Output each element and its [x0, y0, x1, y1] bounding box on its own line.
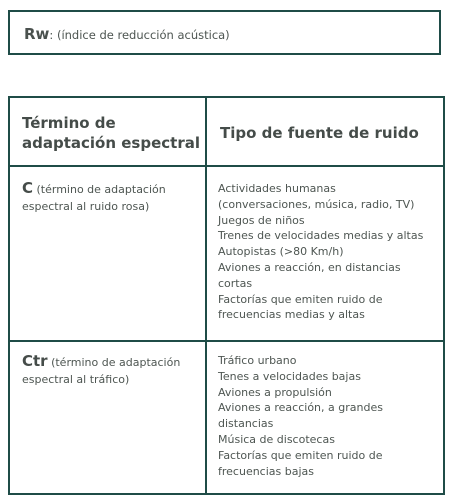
list-item: distancias [218, 417, 274, 431]
column-divider [205, 98, 207, 493]
term-description: (término de adaptación espectral al ruido rosa) [22, 183, 166, 213]
row-divider [10, 340, 443, 342]
list-item: Factorías que emiten ruido de [218, 292, 383, 306]
list-item: Aviones a propulsión [218, 385, 332, 399]
list-item: Tráfico urbano [218, 354, 297, 367]
term-symbol: Ctr [22, 352, 48, 370]
list-item: Autopistas (>80 Km/h) [218, 245, 344, 259]
list-item: Juegos de niños [218, 213, 305, 227]
source-list [218, 181, 440, 323]
table-row-term [22, 180, 202, 215]
list-item: (conversaciones, música, radio, TV) [218, 197, 415, 211]
header-divider [10, 165, 443, 167]
list-item: Factorías que emiten ruido de [218, 448, 383, 462]
list-item: Trenes de velocidades medias y altas [218, 229, 424, 243]
list-item: frecuencias medias y altas [218, 308, 365, 322]
rw-definition [24, 27, 230, 42]
source-list [218, 353, 440, 479]
list-item: cortas [218, 276, 253, 290]
term-description: (término de adaptación espectral al tráfico) [22, 356, 181, 386]
list-item: Música de discotecas [218, 432, 335, 446]
rw-definition-box [8, 10, 441, 55]
table-row-term [22, 353, 202, 388]
term-symbol: C [22, 179, 34, 197]
list-item: Tenes a velocidades bajas [218, 369, 361, 383]
list-item: frecuencias bajas [218, 464, 315, 478]
rw-term: Rw [24, 25, 50, 43]
rw-description: : (índice de reducción acústica) [49, 28, 230, 42]
header-term: Término de adaptación espectral [22, 114, 200, 152]
header-source: Tipo de fuente de ruido [220, 124, 419, 142]
spectral-adaptation-table [8, 96, 445, 495]
list-item: Aviones a reacción, a grandes [218, 401, 383, 415]
list-item: Aviones a reacción, en distancias [218, 260, 401, 274]
list-item: Actividades humanas [218, 182, 336, 195]
